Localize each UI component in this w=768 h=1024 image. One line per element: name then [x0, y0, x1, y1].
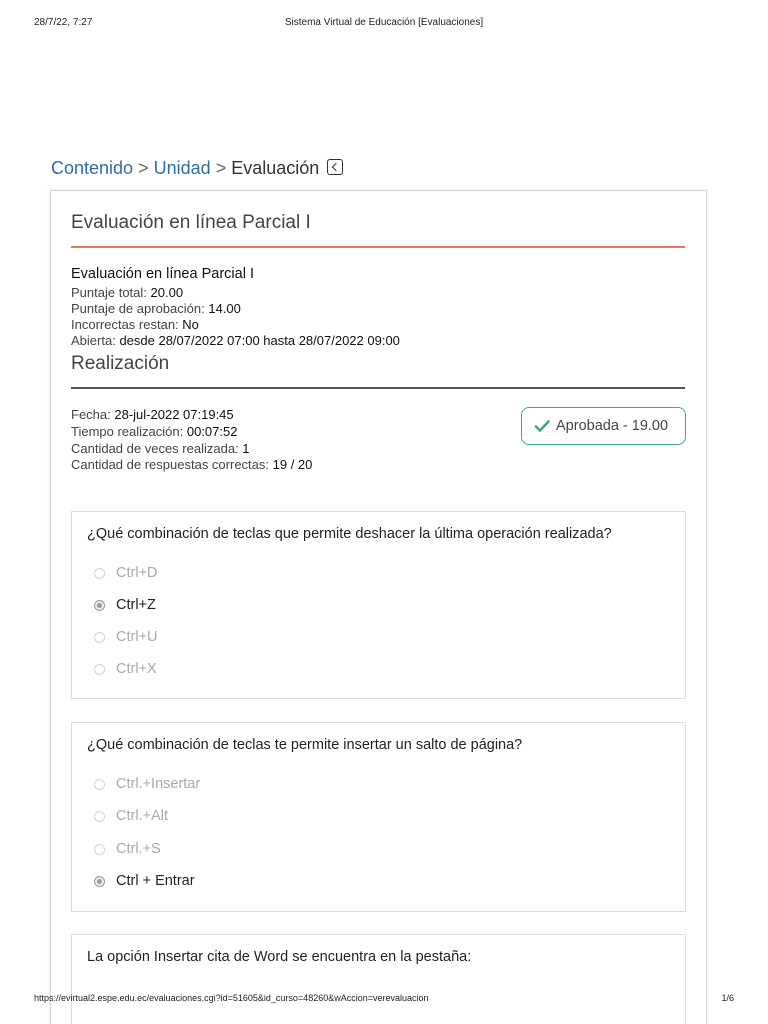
- answer-option[interactable]: [94, 840, 161, 858]
- question-card: [71, 934, 686, 1024]
- abierta: Abierta: desde 28/07/2022 07:00 hasta 28/07/2022 09:00: [71, 333, 400, 348]
- veces-realizada: Cantidad de veces realizada: 1: [71, 441, 250, 456]
- breadcrumb-unidad-link[interactable]: Unidad: [153, 158, 211, 178]
- answer-label: Ctrl+D: [116, 565, 158, 581]
- breadcrumb-separator: >: [138, 158, 149, 178]
- fecha: Fecha: 28-jul-2022 07:19:45: [71, 407, 234, 422]
- status-text: Aprobada - 19.00: [556, 418, 669, 434]
- incorrectas-restan-value: No: [182, 317, 199, 332]
- answer-option[interactable]: [94, 660, 157, 678]
- incorrectas-restan: Incorrectas restan: No: [71, 317, 199, 332]
- radio-button[interactable]: [94, 568, 105, 579]
- realizacion-heading: Realización: [71, 353, 170, 374]
- puntaje-total-value: 20.00: [150, 285, 184, 300]
- back-icon[interactable]: [327, 159, 343, 175]
- radio-button-selected[interactable]: [94, 600, 105, 611]
- heading-divider: [71, 246, 685, 248]
- radio-button[interactable]: [94, 844, 105, 855]
- print-date: 28/7/22, 7:27: [34, 17, 93, 28]
- question-card: [71, 511, 686, 699]
- puntaje-total: Puntaje total: 20.00: [71, 285, 184, 300]
- answer-option[interactable]: [94, 564, 158, 582]
- answer-option-selected[interactable]: [94, 596, 156, 614]
- respuestas-correctas: Cantidad de respuestas correctas: 19 / 20: [71, 457, 313, 472]
- print-header: [34, 17, 734, 31]
- puntaje-aprobacion: Puntaje de aprobación: 14.00: [71, 301, 241, 316]
- fecha-value: 28-jul-2022 07:19:45: [114, 407, 234, 422]
- radio-button[interactable]: [94, 664, 105, 675]
- answer-label: Ctrl.+Alt: [116, 808, 168, 824]
- realizacion-divider: [71, 387, 685, 389]
- answer-option-selected[interactable]: [94, 872, 195, 890]
- radio-button-selected[interactable]: [94, 876, 105, 887]
- answer-label: Ctrl+X: [116, 661, 157, 677]
- respuestas-correctas-value: 19 / 20: [272, 457, 313, 472]
- answer-option[interactable]: [94, 807, 168, 825]
- status-badge: [521, 407, 686, 445]
- print-page-number: 1/6: [721, 993, 734, 1003]
- answer-label: Ctrl.+Insertar: [116, 776, 201, 792]
- tiempo-realizacion-value: 00:07:52: [186, 424, 238, 439]
- answer-label: Ctrl + Entrar: [116, 873, 195, 889]
- answer-label: Ctrl+Z: [116, 597, 156, 613]
- answer-option[interactable]: [94, 775, 200, 793]
- veces-realizada-value: 1: [242, 441, 250, 456]
- print-title: Sistema Virtual de Educación [Evaluaciones]: [284, 17, 484, 28]
- answer-label: Ctrl.+S: [116, 841, 161, 857]
- print-url: https://evirtual2.espe.edu.ec/evaluaciones.cgi?id=51605&id_curso=48260&wAccion=verevaluacion: [34, 993, 429, 1003]
- breadcrumb-current: Evaluación: [231, 158, 320, 178]
- question-text: La opción Insertar cita de Word se encuentra en la pestaña:: [87, 949, 472, 965]
- question-text: ¿Qué combinación de teclas te permite insertar un salto de página?: [87, 737, 523, 753]
- print-footer: [34, 993, 734, 1007]
- abierta-value: desde 28/07/2022 07:00 hasta 28/07/2022 09:00: [119, 333, 400, 348]
- check-icon: [534, 418, 550, 434]
- tiempo-realizacion: Tiempo realización: 00:07:52: [71, 424, 238, 439]
- breadcrumb-separator: >: [215, 158, 227, 178]
- breadcrumb: [51, 158, 343, 179]
- evaluation-heading: Evaluación en línea Parcial I: [71, 212, 311, 233]
- puntaje-aprobacion-value: 14.00: [208, 301, 241, 316]
- radio-button[interactable]: [94, 811, 105, 822]
- radio-button[interactable]: [94, 779, 105, 790]
- question-text: ¿Qué combinación de teclas que permite deshacer la última operación realizada?: [87, 526, 612, 542]
- answer-label: Ctrl+U: [116, 629, 158, 645]
- evaluation-name: Evaluación en línea Parcial I: [71, 266, 254, 282]
- radio-button[interactable]: [94, 632, 105, 643]
- question-card: [71, 722, 686, 912]
- breadcrumb-contenido-link[interactable]: Contenido: [51, 158, 134, 178]
- answer-option[interactable]: [94, 628, 158, 646]
